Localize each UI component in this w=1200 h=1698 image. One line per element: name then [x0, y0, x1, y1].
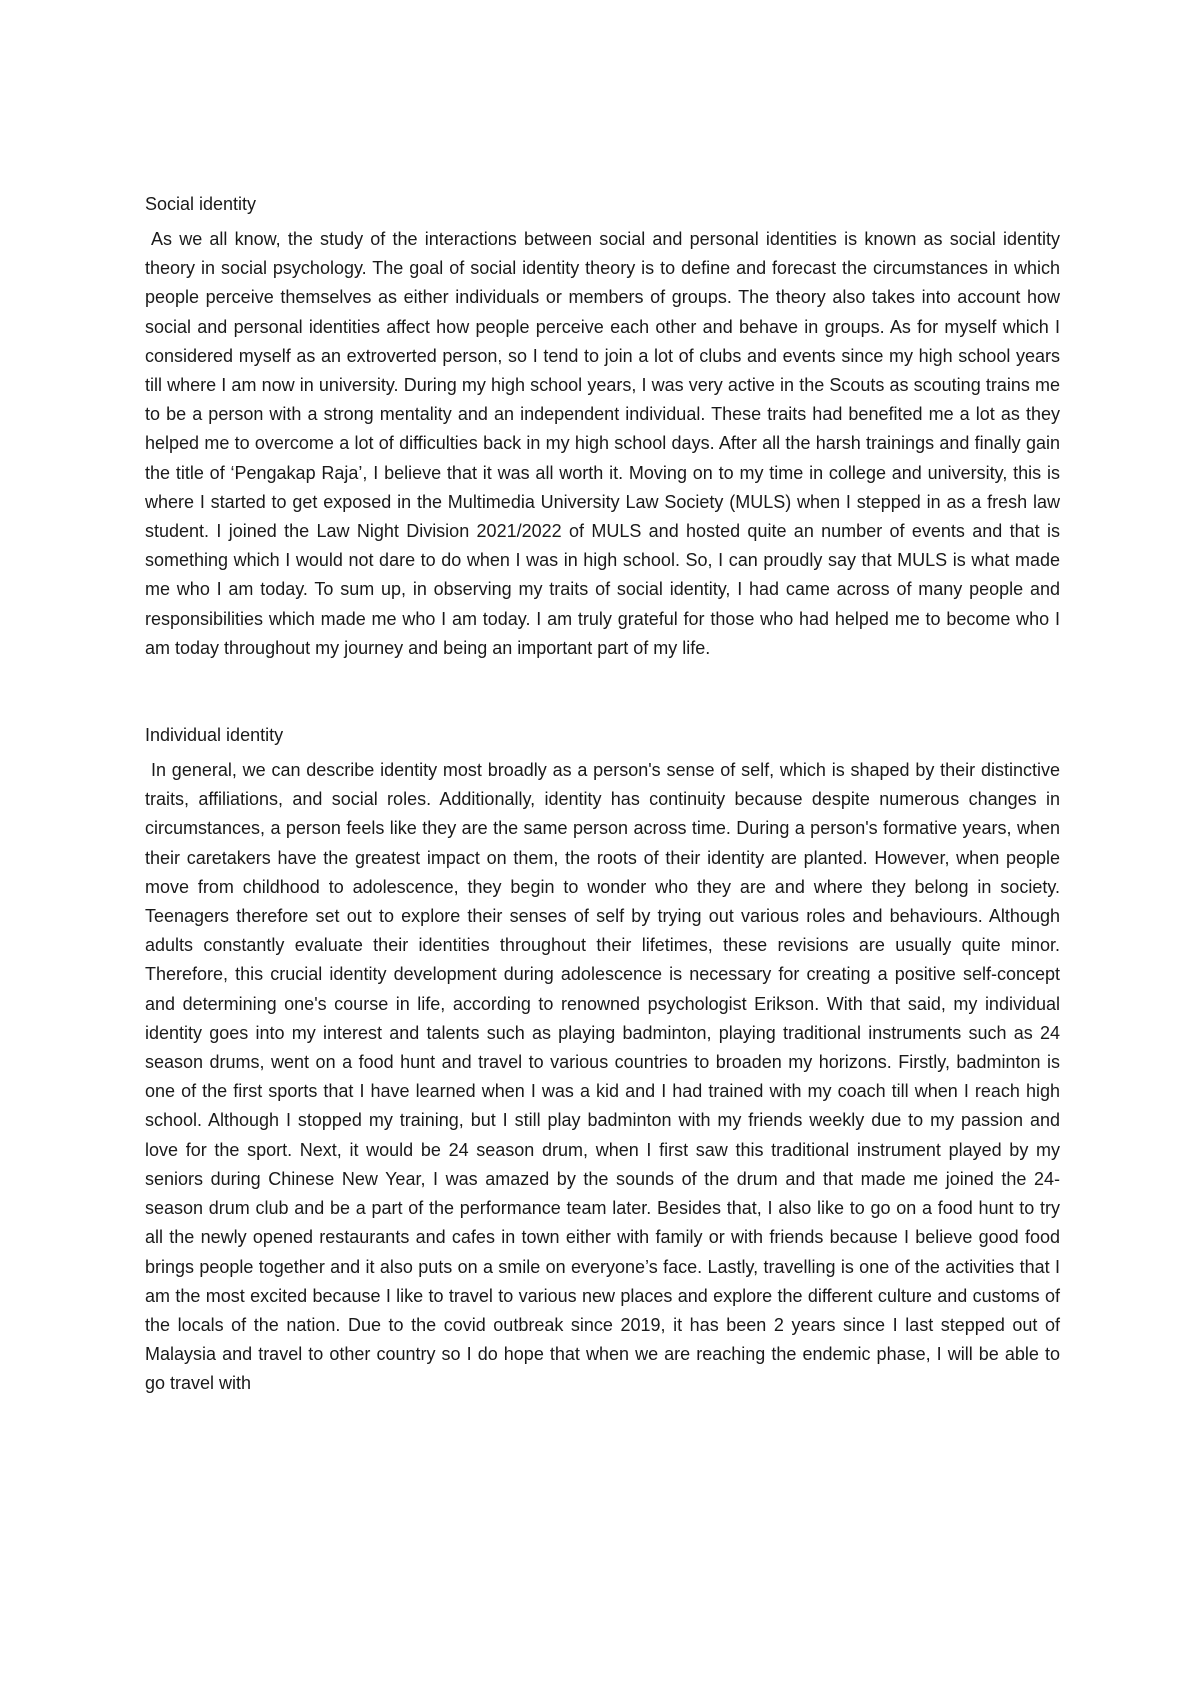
section-paragraph-individual-identity: In general, we can describe identity most broadly as a person's sense of self, which is shaped by their distinctive traits, affiliations, and social roles. Additionally, identity has continuity because despite numerous changes in circumstances, a person feels like they are the same person across time. During a person's formative years, when their caretakers have the greatest impact on them, the roots of their identity are planted. However, when people move from childhood to adolescence, they begin to wonder who they are and where they belong in society. Teenagers therefore set out to explore their senses of self by trying out various roles and behaviours. Although adults constantly evaluate their identities throughout their lifetimes, these revisions are usually quite minor. Therefore, this crucial identity development during adolescence is necessary for creating a positive self-concept and determining one's course in life, according to renowned psychologist Erikson. With that said, my individual identity goes into my interest and talents such as playing badminton, playing traditional instruments such as 24 season drums, went on a food hunt and travel to various countries to broaden my horizons. Firstly, badminton is one of the first sports that I have learned when I was a kid and I had trained with my coach till when I reach high school. Although I stopped my training, but I still play badminton with my friends weekly due to my passion and love for the sport. Next, it would be 24 season drum, when I first saw this traditional instrument played by my seniors during Chinese New Year, I was amazed by the sounds of the drum and that made me joined the 24-season drum club and be a part of the performance team later. Besides that, I also like to go on a food hunt to try all the newly opened restaurants and cafes in town either with family or with friends because I believe good food brings people together and it also puts on a smile on everyone’s face. Lastly, travelling is one of the activities that I am the most excited because I like to travel to various new places and explore the different culture and customs of the locals of the nation. Due to the covid outbreak since 2019, it has been 2 years since I last stepped out of Malaysia and travel to other country so I do hope that when we are reaching the endemic phase, I will be able to go travel with: [145, 760, 1060, 1394]
section-heading-social-identity: Social identity: [145, 194, 257, 214]
document-page: [145, 190, 1060, 1399]
section-paragraph-social-identity: As we all know, the study of the interactions between social and personal identities is known as social identity theory in social psychology. The goal of social identity theory is to define and forecast the circumstances in which people perceive themselves as either individuals or members of groups. The theory also takes into account how social and personal identities affect how people perceive each other and behave in groups. As for myself which I considered myself as an extroverted person, so I tend to join a lot of clubs and events since my high school years till where I am now in university. During my high school years, I was very active in the Scouts as scouting trains me to be a person with a strong mentality and an independent individual. These traits had benefited me a lot as they helped me to overcome a lot of difficulties back in my high school days. After all the harsh trainings and finally gain the title of ‘Pengakap Raja’, I believe that it was all worth it. Moving on to my time in college and university, this is where I started to get exposed in the Multimedia University Law Society (MULS) when I stepped in as a fresh law student. I joined the Law Night Division 2021/2022 of MULS and hosted quite an number of events and that is something which I would not dare to do when I was in high school. So, I can proudly say that MULS is what made me who I am today. To sum up, in observing my traits of social identity, I had came across of many people and responsibilities which made me who I am today. I am truly grateful for those who had helped me to become who I am today throughout my journey and being an important part of my life.: [145, 229, 1060, 658]
section-spacer: [145, 663, 1060, 721]
section-heading-individual-identity: Individual identity: [145, 725, 284, 746]
